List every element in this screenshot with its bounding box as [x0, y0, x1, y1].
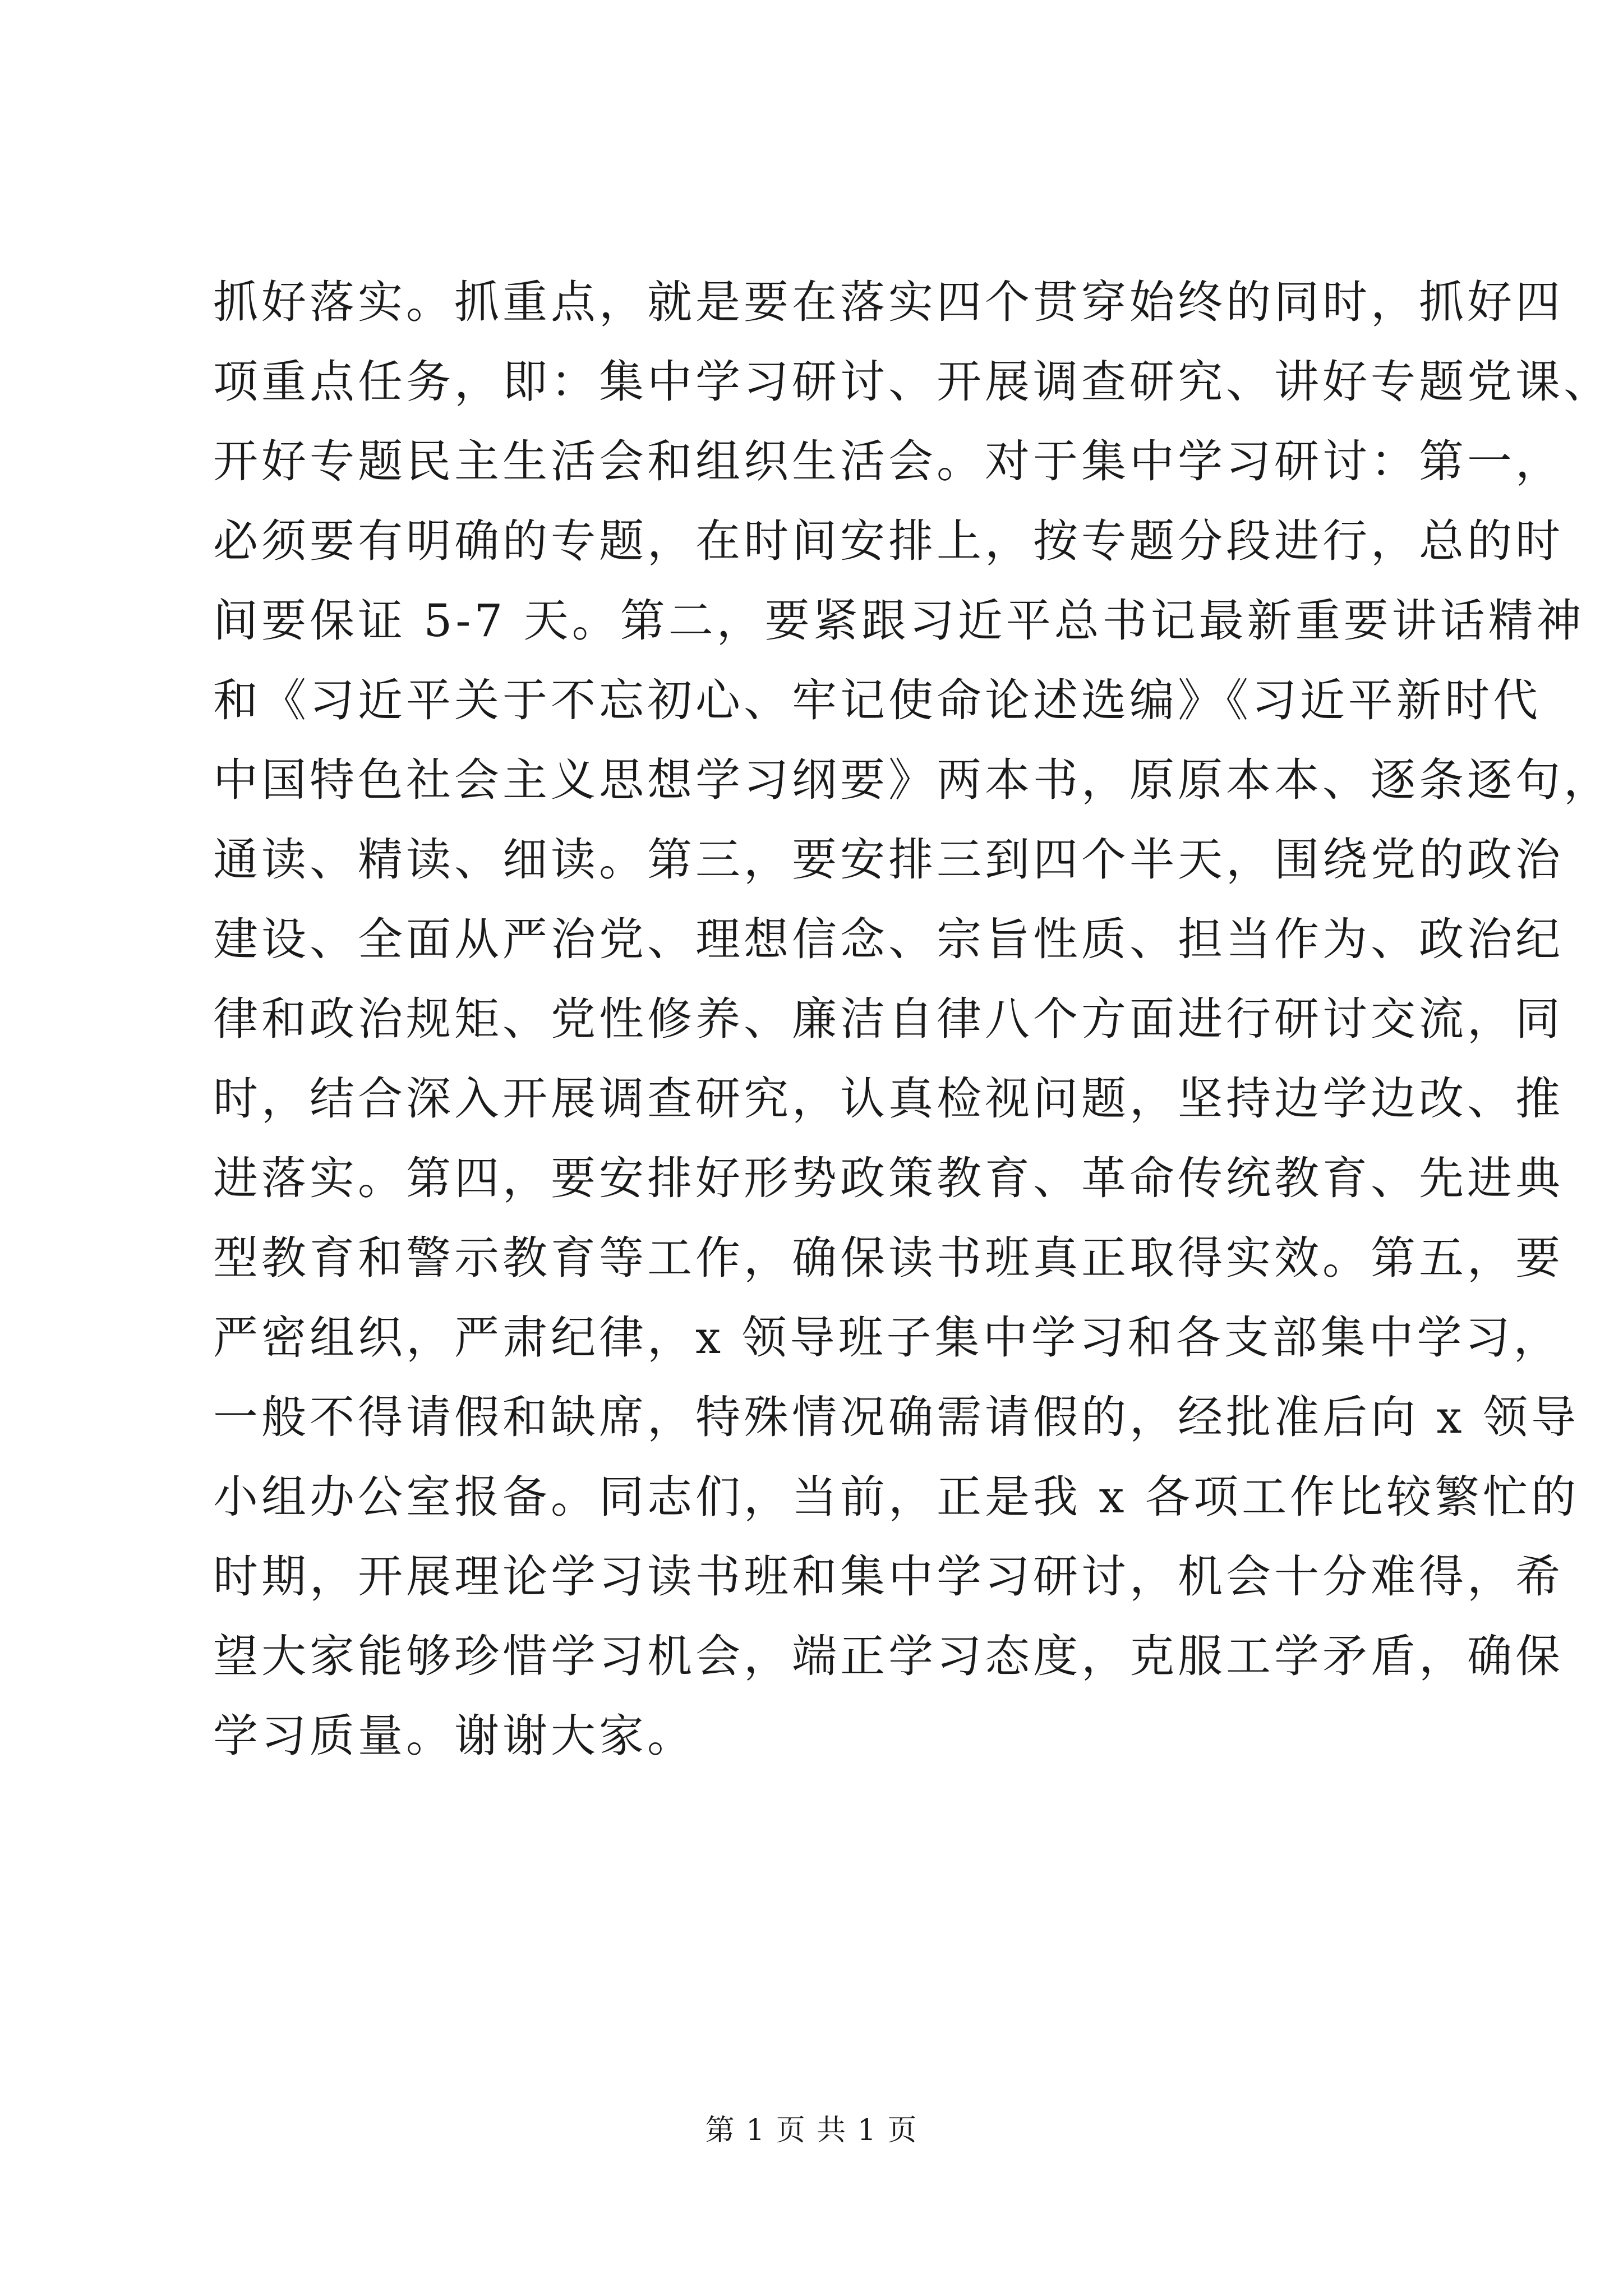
text-line: 进落实。第四，要安排好形势政策教育、革命传统教育、先进典	[213, 1152, 1564, 1204]
text-line: 间要保证 5-7 天。第二，要紧跟习近平总书记最新重要讲话精神	[213, 595, 1585, 647]
text-line: 抓好落实。抓重点，就是要在落实四个贯穿始终的同时，抓好四	[213, 276, 1564, 328]
text-line: 望大家能够珍惜学习机会，端正学习态度，克服工学矛盾，确保	[213, 1630, 1564, 1682]
text-line: 通读、精读、细读。第三，要安排三到四个半天，围绕党的政治	[213, 834, 1564, 886]
text-line: 建设、全面从严治党、理想信念、宗旨性质、担当作为、政治纪	[213, 913, 1564, 965]
text-line: 学习质量。谢谢大家。	[213, 1710, 695, 1762]
text-line: 小组办公室报备。同志们，当前，正是我 x 各项工作比较繁忙的	[213, 1471, 1579, 1523]
text-line: 严密组织，严肃纪律，x 领导班子集中学习和各支部集中学习，	[213, 1312, 1562, 1364]
body-paragraph	[213, 263, 1612, 1776]
text-line: 时，结合深入开展调查研究，认真检视问题，坚持边学边改、推	[213, 1073, 1564, 1125]
text-line: 时期，开展理论学习读书班和集中学习研讨，机会十分难得，希	[213, 1550, 1564, 1603]
text-line: 和《习近平关于不忘初心、牢记使命论述选编》《习近平新时代	[213, 674, 1541, 726]
text-line: 一般不得请假和缺席，特殊情况确需请假的，经批准后向 x 领导	[213, 1391, 1579, 1443]
text-line: 中国特色社会主义思想学习纲要》两本书，原原本本、逐条逐句，	[213, 754, 1612, 806]
text-line: 开好专题民主生活会和组织生活会。对于集中学习研讨：第一，	[213, 435, 1564, 487]
text-line: 项重点任务，即：集中学习研讨、开展调查研究、讲好专题党课、	[213, 356, 1612, 408]
text-line: 必须要有明确的专题，在时间安排上，按专题分段进行，总的时	[213, 515, 1564, 567]
text-line: 型教育和警示教育等工作，确保读书班真正取得实效。第五，要	[213, 1232, 1564, 1284]
text-line: 律和政治规矩、党性修养、廉洁自律八个方面进行研讨交流，同	[213, 993, 1564, 1045]
page-number-footer: 第 1 页 共 1 页	[705, 2114, 918, 2147]
